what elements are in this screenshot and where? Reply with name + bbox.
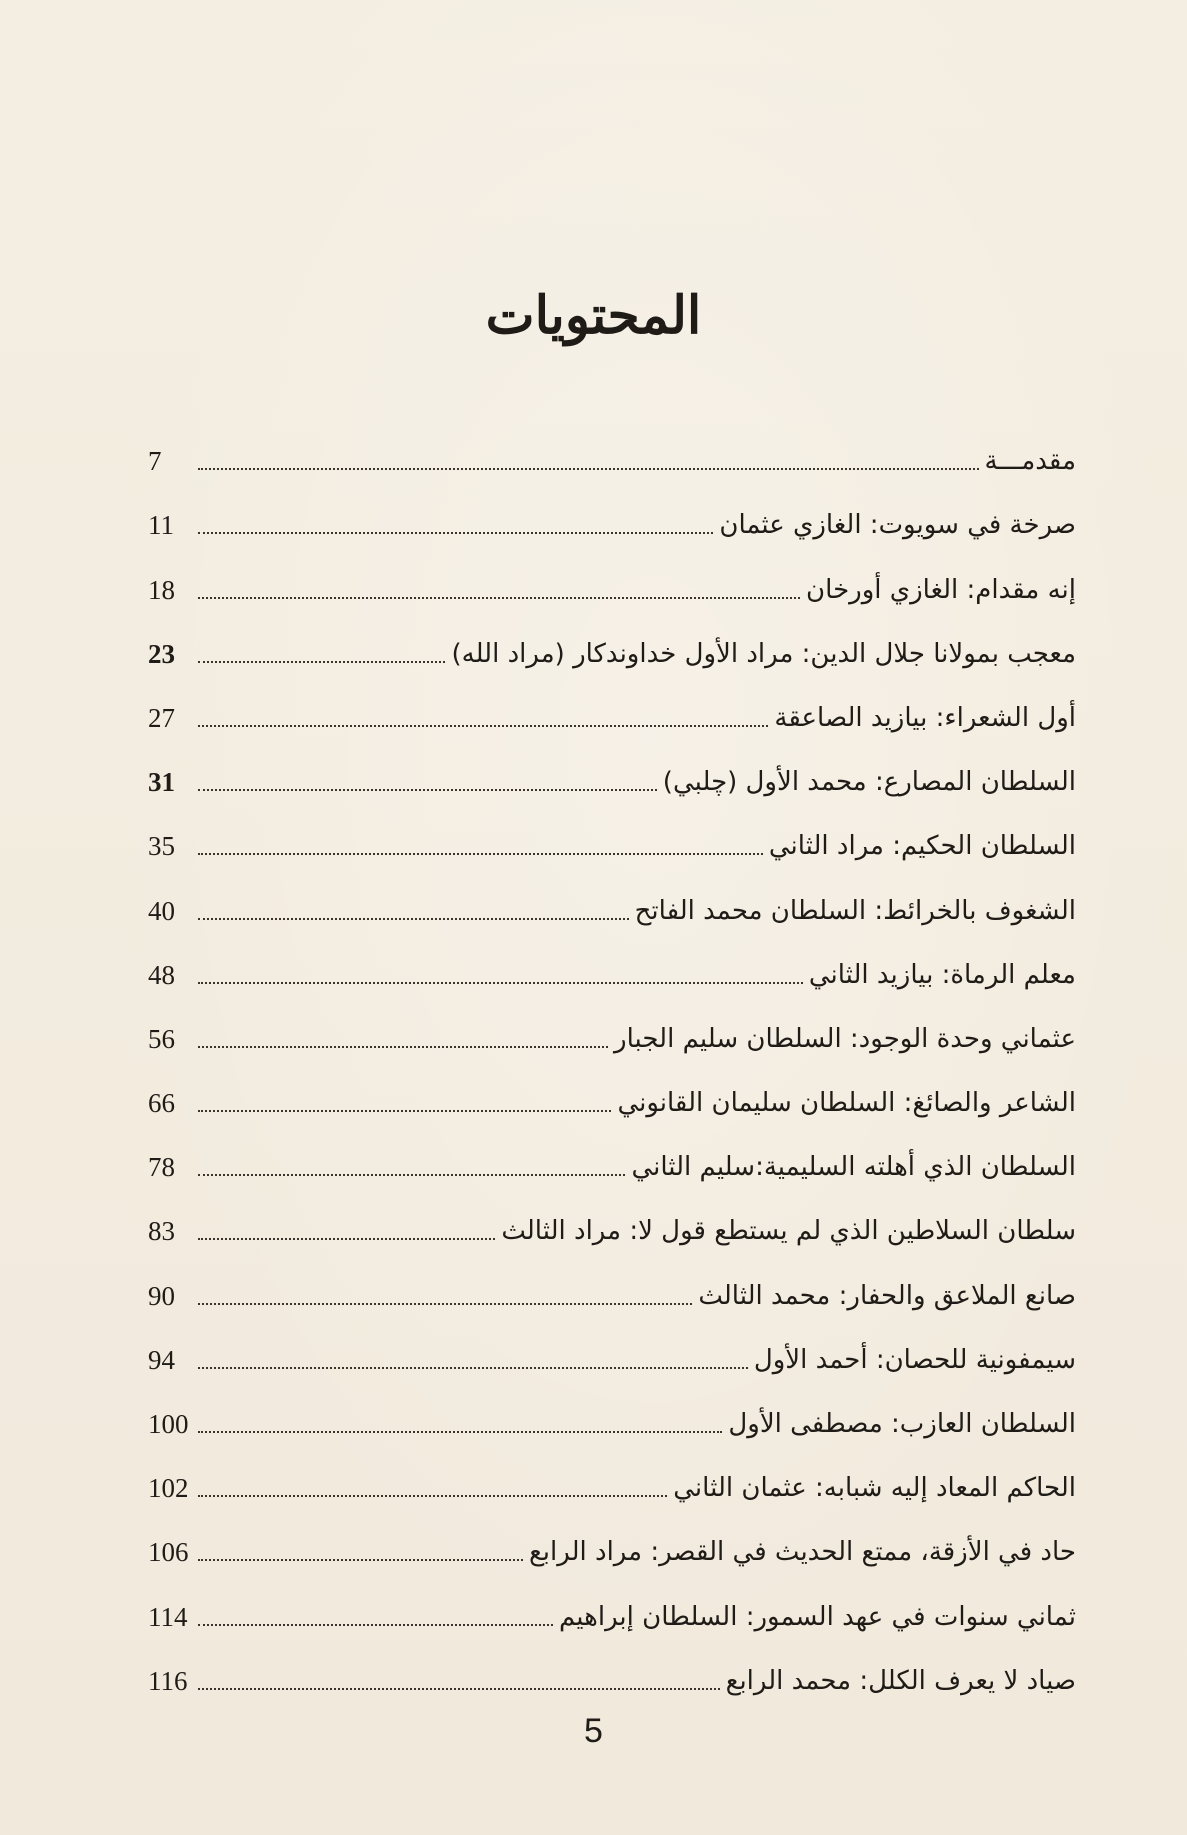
toc-entry-title: أول الشعراء: بيازيد الصاعقة [774,702,1076,733]
toc-entry [148,803,1076,867]
toc-entry-page: 102 [148,1473,189,1504]
toc-entry [148,1638,1076,1702]
dot-leader [198,1046,608,1048]
toc-entry [148,1188,1076,1252]
toc-entry [148,867,1076,931]
dot-leader [198,982,803,984]
page-number: 5 [584,1712,603,1750]
dot-leader [198,918,629,920]
toc-entry-title: حاد في الأزقة، ممتع الحديث في القصر: مراد الرابع [528,1537,1076,1568]
toc-entry-page: 106 [148,1537,189,1568]
dot-leader [198,1367,748,1369]
toc-entry [148,1317,1076,1381]
toc-entry-page: 114 [148,1601,188,1632]
toc-entry-title: صرخة في سويوت: الغازي عثمان [719,510,1076,541]
dot-leader [198,1174,625,1176]
toc-entry-page: 40 [148,895,175,926]
toc-entry [148,482,1076,546]
toc-entry [148,1060,1076,1124]
toc-entry-title: معجب بمولانا جلال الدين: مراد الأول خداوندكار (مراد الله) [451,638,1076,669]
dot-leader [198,1110,611,1112]
toc-entry [148,739,1076,803]
dot-leader [198,661,445,663]
dot-leader [198,1238,495,1240]
toc-entry-page: 94 [148,1344,175,1375]
toc-entry-title: السلطان العازب: مصطفى الأول [728,1409,1076,1439]
toc-entry [148,932,1076,996]
toc-entry-title: مقدمـــة [984,446,1076,477]
toc-entry-title: الشاعر والصائغ: السلطان سليمان القانوني [617,1088,1076,1119]
toc-entry-page: 27 [148,702,175,733]
toc-entry [148,1509,1076,1573]
toc-entry [148,1124,1076,1188]
dot-leader [198,1495,667,1497]
toc-entry-title: ثماني سنوات في عهد السمور: السلطان إبراهيم [559,1601,1076,1632]
toc-entry [148,1573,1076,1637]
toc-entry [148,996,1076,1060]
dot-leader [198,1688,720,1690]
toc-entry-title: معلم الرماة: بيازيد الثاني [808,959,1076,990]
dot-leader [198,853,763,855]
toc-entry-page: 83 [148,1216,175,1247]
toc-entry [148,611,1076,675]
dot-leader [198,597,800,599]
dot-leader [198,725,768,727]
toc-entry-title: صياد لا يعرف الكلل: محمد الرابع [725,1665,1076,1696]
toc-entry-title: السلطان الذي أهلته السليمية:سليم الثاني [631,1152,1076,1183]
toc-entry-title: السلطان المصارع: محمد الأول (چلبي) [662,767,1076,798]
dot-leader [198,468,979,470]
toc-entry-page: 78 [148,1152,175,1183]
toc-entry-title: سلطان السلاطين الذي لم يستطع قول لا: مراد الثالث [501,1216,1076,1247]
dot-leader [198,1624,553,1626]
dot-leader [198,1303,692,1305]
dot-leader [198,1431,722,1433]
toc-entry-title: الحاكم المعاد إليه شبابه: عثمان الثاني [673,1473,1076,1504]
toc-entry-title: سيمفونية للحصان: أحمد الأول [753,1344,1076,1375]
toc-entry-page: 116 [148,1665,188,1696]
page-title: المحتويات [485,285,702,346]
toc-entry [148,546,1076,610]
toc-entry-page: 18 [148,574,175,605]
toc-entry [148,1252,1076,1316]
toc-entry [148,1445,1076,1509]
toc-entry [148,675,1076,739]
toc-entry-page: 66 [148,1088,175,1119]
toc-entry-page: 90 [148,1280,175,1311]
toc-entry-title: الشغوف بالخرائط: السلطان محمد الفاتح [634,895,1076,926]
toc-entry-page: 48 [148,959,175,990]
toc-entry-page: 31 [148,767,175,798]
toc-entry-title: صانع الملاعق والحفار: محمد الثالث [698,1280,1076,1311]
toc-entry-page: 11 [148,510,174,541]
toc-entry-page: 23 [148,638,175,669]
toc-entry-page: 100 [148,1409,189,1439]
toc-entry [148,1381,1076,1445]
toc-entry-page: 7 [148,446,162,477]
dot-leader [198,1559,523,1561]
toc-entry-title: إنه مقدام: الغازي أورخان [806,574,1076,605]
dot-leader [198,532,713,534]
toc-entry [148,418,1076,482]
toc-entry-page: 35 [148,831,175,862]
dot-leader [198,789,657,791]
toc-entry-page: 56 [148,1023,175,1054]
toc-entry-title: عثماني وحدة الوجود: السلطان سليم الجبار [614,1023,1076,1054]
table-of-contents [148,418,1076,1702]
toc-entry-title: السلطان الحكيم: مراد الثاني [768,831,1076,862]
